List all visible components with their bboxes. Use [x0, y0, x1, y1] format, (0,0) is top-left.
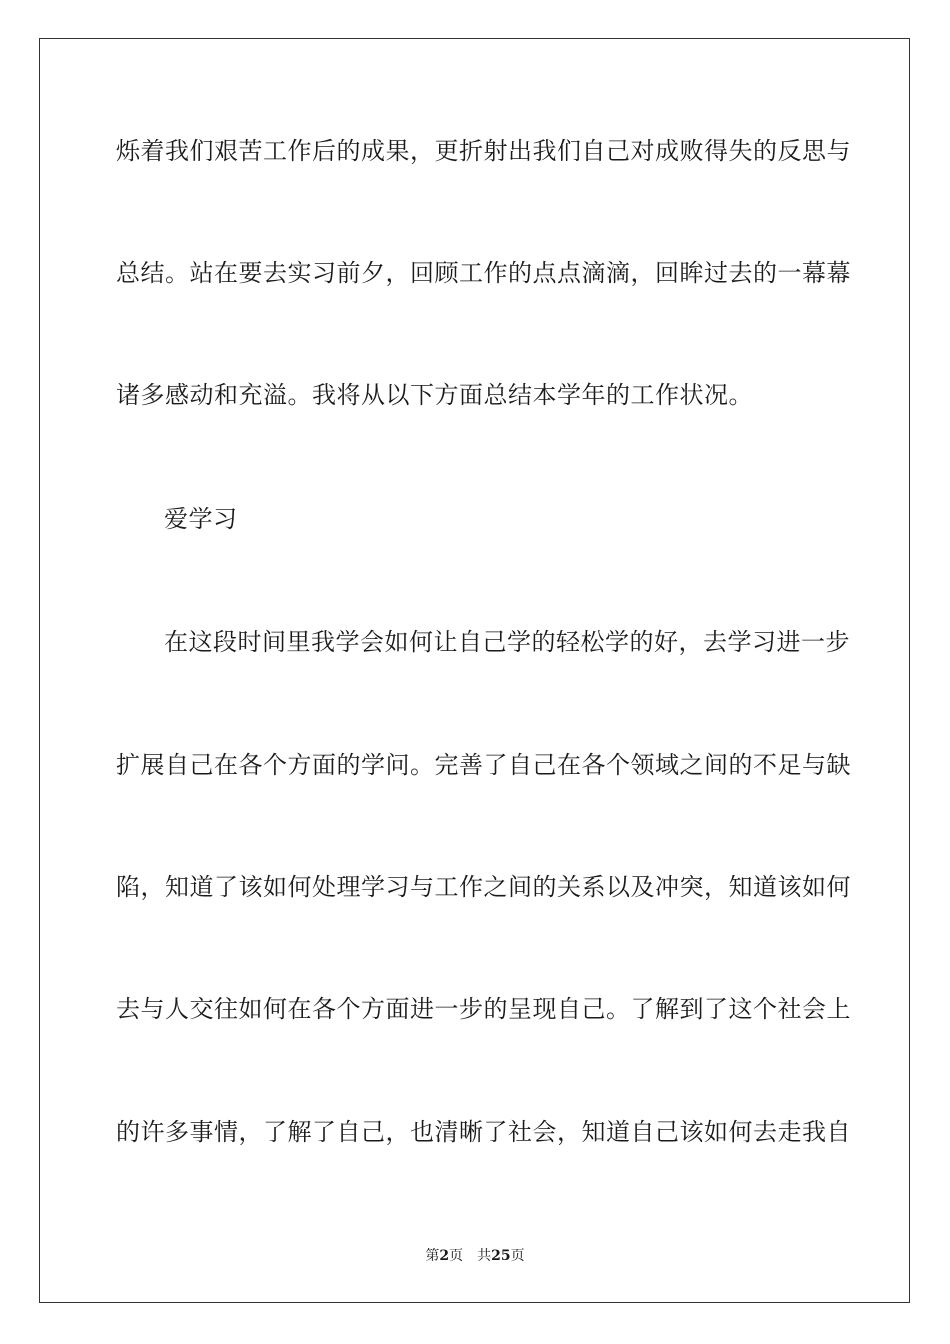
paragraph-line-6: 陷，知道了该如何处理学习与工作之间的关系以及冲突，知道该如何	[116, 873, 851, 901]
paragraph-line-5: 扩展自己在各个方面的学问。完善了自己在各个领域之间的不足与缺	[116, 751, 851, 779]
page-border	[39, 38, 910, 1303]
page-footer	[0, 1246, 950, 1266]
paragraph-line-2: 总结。站在要去实习前夕，回顾工作的点点滴滴，回眸过去的一幕幕	[116, 259, 851, 287]
footer-total-pages: 25	[491, 1248, 511, 1264]
paragraph-line-8: 的许多事情，了解了自己，也清晰了社会，知道自己该如何去走我自	[116, 1118, 851, 1146]
paragraph-line-7: 去与人交往如何在各个方面进一步的呈现自己。了解到了这个社会上	[116, 995, 851, 1023]
footer-page-suffix: 页	[449, 1248, 464, 1264]
paragraph-line-3: 诸多感动和充溢。我将从以下方面总结本学年的工作状况。	[116, 381, 753, 409]
paragraph-line-4: 在这段时间里我学会如何让自己学的轻松学的好，去学习进一步	[164, 628, 850, 656]
footer-total-prefix: 共	[477, 1248, 492, 1264]
section-heading: 爱学习	[164, 505, 238, 533]
paragraph-line-1: 烁着我们艰苦工作后的成果，更折射出我们自己对成败得失的反思与	[116, 137, 851, 165]
footer-total-suffix: 页	[510, 1248, 525, 1264]
footer-page-prefix: 第	[425, 1248, 440, 1264]
footer-page-number: 2	[439, 1248, 450, 1264]
